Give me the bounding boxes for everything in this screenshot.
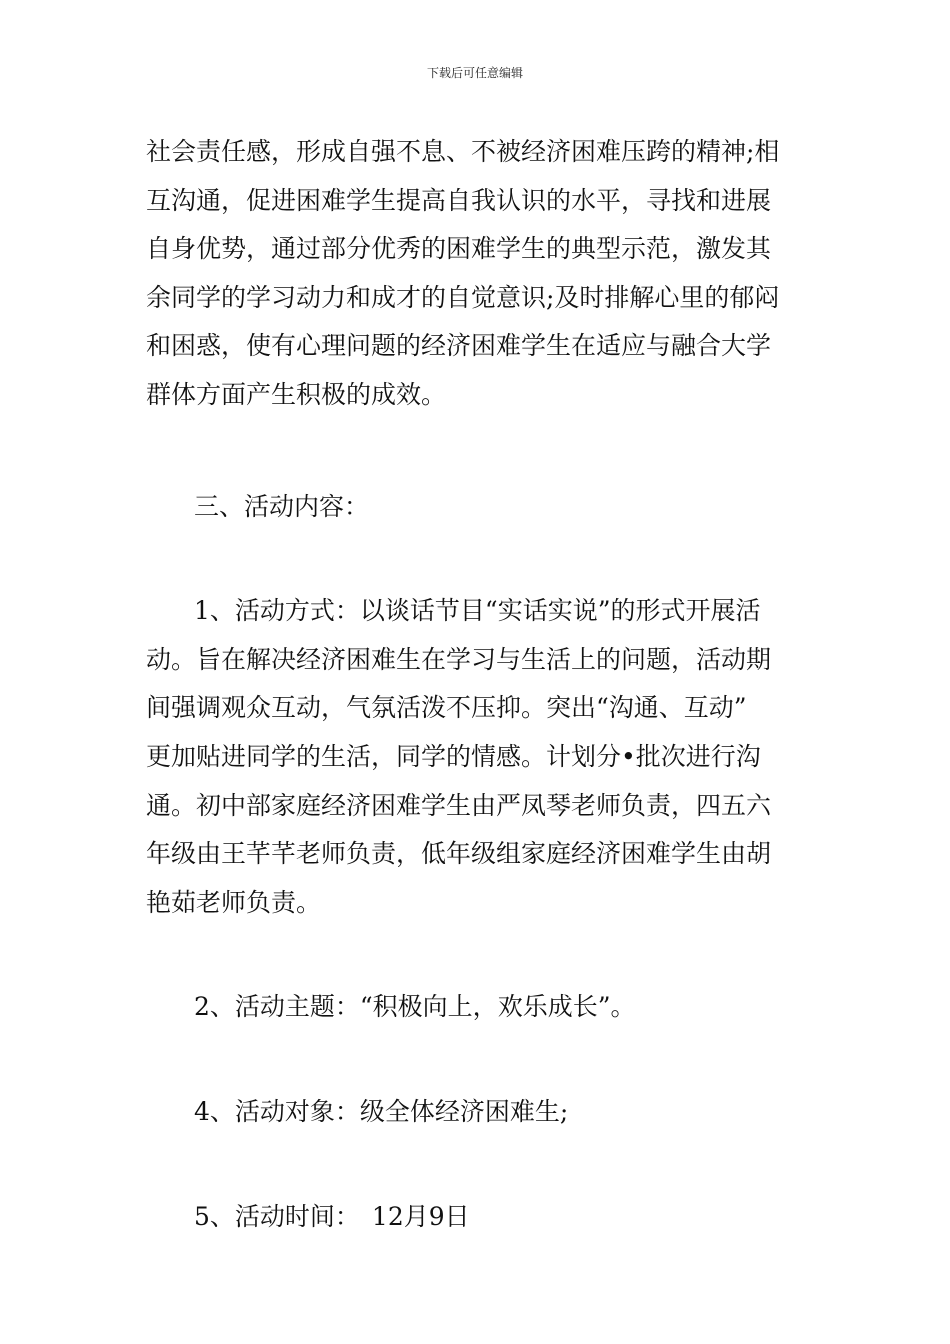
- paragraph-line: 1、活动方式：以谈话节目“实话实说”的形式开展活: [194, 596, 761, 626]
- paragraph-line: 和困惑，使有心理问题的经济困难学生在适应与融合大学: [146, 331, 772, 361]
- paragraph-spacer: [146, 531, 810, 587]
- paragraph-line: 通。初中部家庭经济困难学生由严凤琴老师负责，四五六: [146, 790, 772, 820]
- paragraph-line: 余同学的学习动力和成才的自觉意识;及时排解心里的郁闷: [146, 282, 780, 312]
- activity-target: 4、活动对象：级全体经济困难生;: [194, 1096, 569, 1126]
- paragraph-line: 自身优势，通过部分优秀的困难学生的典型示范，激发其: [146, 234, 772, 264]
- activity-method-paragraph: [146, 587, 810, 927]
- paragraph-line: 社会责任感，形成自强不息、不被经济困难压跨的精神;相: [146, 137, 780, 166]
- paragraph-spacer: [146, 927, 810, 983]
- paragraph-line: 互沟通，促进困难学生提高自我认识的水平，寻找和进展: [146, 185, 772, 215]
- activity-time-value: 12月9日: [371, 1201, 470, 1231]
- paragraph-spacer: [146, 420, 810, 483]
- paragraph-line: 艳茹老师负责。: [146, 887, 322, 917]
- paragraph-line: 动。旨在解决经济困难生在学习与生活上的问题，活动期: [146, 644, 772, 674]
- paragraph-line: 间强调观众互动，气氛活泼不压抑。突出“沟通、互动”: [146, 693, 747, 723]
- activity-time-label: 5、活动时间：: [194, 1201, 360, 1231]
- paragraph-line: 群体方面产生积极的成效。: [146, 379, 447, 409]
- paragraph-spacer: [146, 1137, 810, 1193]
- activity-time: [146, 1193, 810, 1242]
- paragraph-responsibility: [146, 128, 810, 420]
- paragraph-line: 更加贴进同学的生活，同学的情感。计划分•批次进行沟: [146, 741, 761, 771]
- document-body: [146, 128, 810, 1241]
- paragraph-spacer: [146, 1032, 810, 1088]
- activity-theme: 2、活动主题：“积极向上，欢乐成长”。: [194, 992, 636, 1022]
- paragraph-line: 年级由王芊芊老师负责，低年级组家庭经济困难学生由胡: [146, 839, 772, 869]
- page-header: 下载后可任意编辑: [426, 66, 523, 80]
- section-heading: 三、活动内容：: [194, 491, 370, 521]
